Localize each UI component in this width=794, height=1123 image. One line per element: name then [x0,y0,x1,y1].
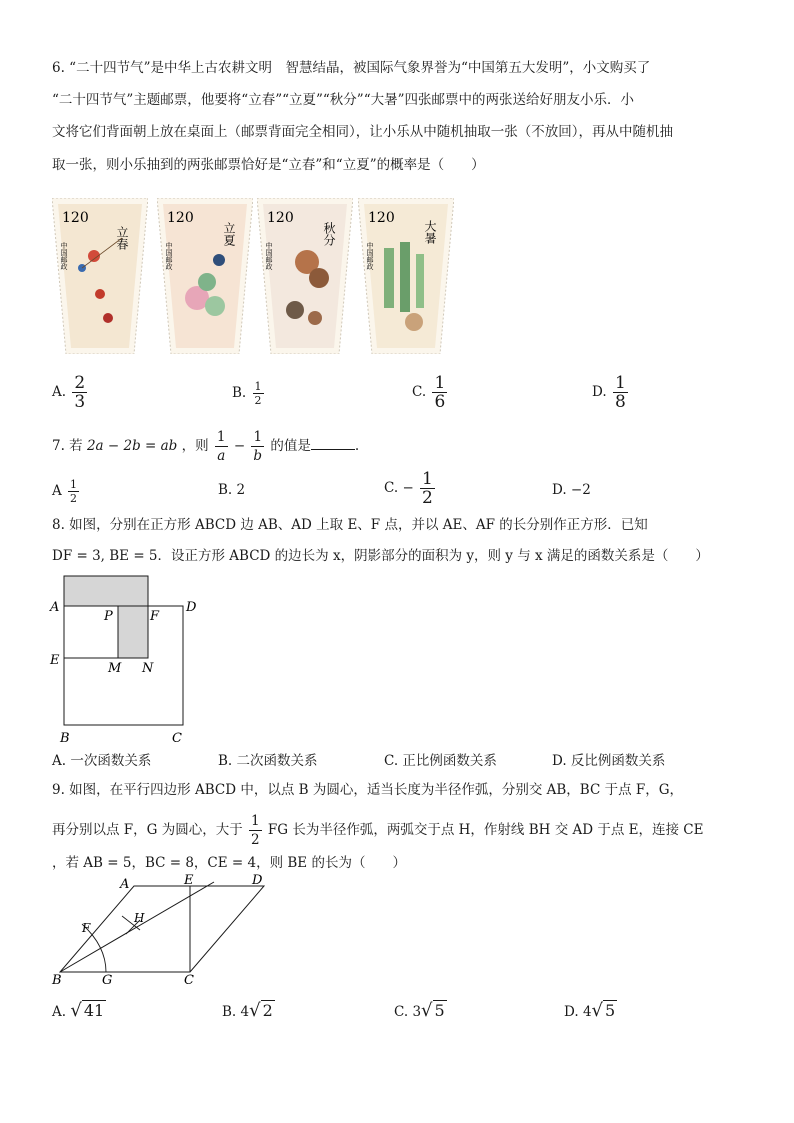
q9-option-a-label: A. [52,1004,67,1020]
q9-option-c[interactable] [394,1001,447,1022]
q7-prefix: 7. 若 [52,438,83,454]
q7-equation: 2a − 2b = ab [86,438,178,454]
q9-option-a-rad: 41 [83,1001,105,1020]
q9-line-2 [52,812,703,849]
q9-line-1: 9. 如图，在平行四边形 ABCD 中，以点 B 为圆心，适当长度为半径作弧，分别交 AB，BC 于点 F，G， [52,782,684,798]
q8-line-2: DF = 3, BE = 5．设正方形 ABCD 的边长为 x，阴影部分的面积为 y，则 y 与 x 满足的函数关系是（ ） [52,548,709,564]
stamp-lixia-name: 立夏 [222,222,236,246]
q6-option-a-label: A. [52,384,67,400]
stamp-dashu-name: 大暑 [423,220,437,244]
q7-end: . [354,438,360,454]
q6-line-4: 取一张，则小乐抽到的两张邮票恰好是“立春”和“立夏”的概率是（ ） [52,157,485,173]
q8-option-a[interactable]: A. 一次函数关系 [52,753,152,769]
q7-answer-blank[interactable] [311,435,355,450]
sqrt-icon: √ [421,1000,433,1021]
q8-figure [44,570,216,748]
stamp-qiufen-price: 120 [267,210,294,226]
q9-label-h: H [134,911,145,925]
q7-option-a-den: 2 [70,492,78,505]
stamp-lichun-country: 中国邮政 [60,242,68,270]
stamp-qiufen-name: 秋分 [322,222,336,246]
q8-label-f: F [150,609,160,624]
q9-label-d: D [252,873,263,888]
q9-option-c-label: C. [394,1004,409,1020]
q8-label-c: C [172,731,182,746]
q6-line-2: “二十四节气”主题邮票，他要将“立春”“立夏”“秋分”“大暑”四张邮票中的两张送给好朋友小乐．小 [52,92,635,108]
q8-label-n: N [142,661,154,676]
q6-line-3: 文将它们背面朝上放在桌面上（邮票背面完全相同），让小乐从中随机抽取一张（不放回），再从中随机抽 [52,124,673,140]
q6-option-d-label: D. [592,384,607,400]
stamp-lixia-price: 120 [167,210,194,226]
sqrt-icon: √ [249,1000,261,1021]
q9-option-c-rad: 5 [434,1001,445,1020]
q8-label-b: B [60,731,70,746]
q7-minus: − [233,438,246,454]
q9-option-c-coef: 3 [412,1004,422,1020]
q7-option-a[interactable] [52,478,81,505]
q7-option-c-label: C. [384,480,399,496]
q8-label-p: P [104,609,113,624]
q9-label-c: C [184,973,194,988]
stamp-lichun-price: 120 [62,210,89,226]
stamp-lixia [157,198,253,354]
q8-option-d[interactable]: D. 反比例函数关系 [552,753,666,769]
stamp-dashu [358,198,454,354]
q6-option-c[interactable] [412,374,449,411]
q9-option-d-coef: 4 [582,1004,592,1020]
sqrt-icon: √ [591,1000,604,1021]
q7-option-d[interactable]: D. −2 [552,482,591,498]
q6-option-d[interactable] [592,374,630,411]
q9-label-g: G [102,973,113,988]
q8-label-d: D [186,600,197,615]
q7-stem [52,428,359,465]
stamp-qiufen [257,198,353,354]
q6-option-a-num: 2 [74,373,86,393]
q9-label-e: E [184,873,194,888]
q9-option-b-coef: 4 [240,1004,250,1020]
q7-mid: ，则 [181,438,209,454]
q9-option-d-rad: 5 [605,1001,616,1020]
q8-option-c[interactable]: C. 正比例函数关系 [384,753,497,769]
q9-line-2-post: FG 长为半径作弧，两弧交于点 H，作射线 BH 交 AD 于点 E，连接 CE [267,822,704,838]
q9-label-b: B [52,973,62,988]
q7-option-c-den: 2 [422,488,433,508]
q7-frac1-den: a [217,448,226,464]
q6-line-1: 6. “二十四节气”是中华上古农耕文明 智慧结晶，被国际气象界誉为“中国第五大发明”，小文购买了 [52,60,651,76]
q6-option-b[interactable] [232,380,266,407]
q6-option-b-label: B. [232,385,247,401]
q9-option-d[interactable] [564,1001,617,1022]
q9-figure [44,872,280,990]
q9-option-d-label: D. [564,1004,579,1020]
q9-option-a[interactable] [52,1001,106,1022]
q6-option-c-label: C. [412,384,427,400]
stamp-qiufen-country: 中国邮政 [265,242,273,270]
stamp-lichun [52,198,148,354]
q9-option-b-label: B. [222,1004,237,1020]
q7-suffix: 的值是 [270,438,311,454]
q9-label-a: A [120,877,130,892]
q6-option-d-num: 1 [614,373,626,393]
q9-option-b-rad: 2 [262,1001,273,1020]
q9-half-den: 2 [251,832,260,848]
q7-option-a-label: A [52,483,62,499]
q7-option-c-num: 1 [422,469,433,489]
q6-option-b-den: 2 [254,394,262,407]
q9-line-2-pre: 再分别以点 F，G 为圆心，大于 [52,822,243,838]
stamp-lixia-country: 中国邮政 [165,242,173,270]
q7-frac1-num: 1 [216,429,226,445]
q7-frac2-num: 1 [253,429,263,445]
q7-option-c[interactable] [384,470,437,507]
q7-option-c-sign: − [402,480,414,496]
q6-option-d-den: 8 [614,392,626,412]
q9-option-b[interactable] [222,1001,275,1022]
sqrt-icon: √ [70,1000,82,1021]
q7-frac2-den: b [253,448,263,464]
q6-option-a[interactable] [52,374,89,411]
q8-line-1: 8. 如图，分别在正方形 ABCD 边 AB、AD 上取 E、F 点，并以 AE、AF 的长分别作正方形．已知 [52,517,648,533]
q8-label-m: M [108,661,122,676]
q6-option-b-num: 1 [254,380,262,393]
q6-option-c-den: 6 [434,392,446,412]
stamp-dashu-country: 中国邮政 [366,242,374,270]
q8-option-b[interactable]: B. 二次函数关系 [218,753,318,769]
stamp-lichun-name: 立春 [115,226,129,250]
q9-label-f: F [82,921,91,935]
q9-half-num: 1 [251,813,260,829]
q7-option-b[interactable]: B. 2 [218,482,246,498]
q8-label-a: A [50,600,60,615]
stamp-dashu-price: 120 [368,210,395,226]
q8-label-e: E [50,653,60,668]
q6-option-a-den: 3 [74,392,86,412]
q7-option-a-num: 1 [70,478,78,491]
q9-line-3: ，若 AB = 5，BC = 8，CE = 4，则 BE 的长为（ ） [52,855,406,871]
q6-option-c-num: 1 [434,373,446,393]
